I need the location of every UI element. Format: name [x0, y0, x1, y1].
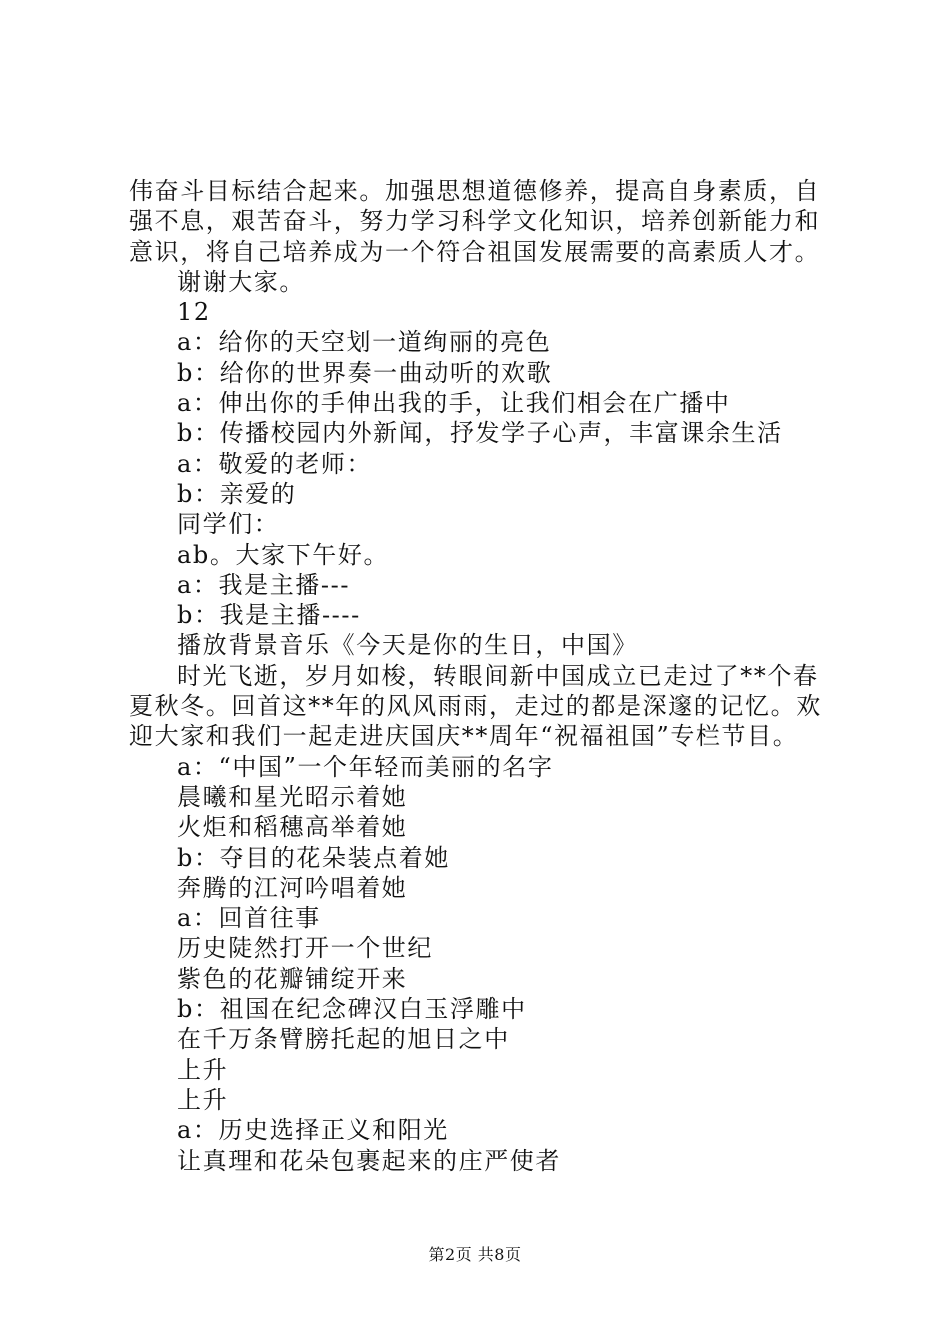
text-line: a：我是主播--- [177, 570, 351, 599]
text-line: 12 [177, 298, 211, 327]
text-line: 意识，将自己培养成为一个符合祖国发展需要的高素质人才。 [129, 237, 821, 266]
text-line: 火炬和稻穗高举着她 [177, 813, 408, 842]
text-line: a：回首往事 [177, 904, 321, 933]
text-line: a：历史选择正义和阳光 [177, 1116, 449, 1145]
text-line: 强不息，艰苦奋斗，努力学习科学文化知识，培养创新能力和 [129, 207, 821, 236]
text-line: 奔腾的江河吟唱着她 [177, 873, 408, 902]
text-line: a：“中国”一个年轻而美丽的名字 [177, 752, 554, 781]
text-line: b：祖国在纪念碑汉白玉浮雕中 [177, 995, 527, 1024]
text-line: 晨曦和星光昭示着她 [177, 782, 408, 811]
text-line: 播放背景音乐《今天是你的生日，中国》 [177, 631, 638, 660]
text-line: 上升 [177, 1055, 229, 1084]
body-text [129, 176, 834, 1176]
text-line: 谢谢大家。 [177, 267, 305, 296]
text-line: 让真理和花朵包裹起来的庄严使者 [177, 1146, 561, 1175]
text-line: 历史陡然打开一个世纪 [177, 934, 433, 963]
text-line: ab。大家下午好。 [177, 540, 390, 569]
text-line: 在千万条臂膀托起的旭日之中 [177, 1025, 510, 1054]
text-line: b：给你的世界奏一曲动听的欢歌 [177, 358, 553, 387]
text-line: b：亲爱的 [177, 479, 297, 508]
text-line: 伟奋斗目标结合起来。加强思想道德修养，提高自身素质，自 [129, 177, 821, 205]
page-footer: 第2页 共8页 [428, 1245, 522, 1264]
text-line: b：夺目的花朵装点着她 [177, 843, 450, 872]
text-line: 上升 [177, 1085, 229, 1114]
text-line: b：我是主播---- [177, 601, 361, 630]
text-line: 时光飞逝，岁月如梭，转眼间新中国成立已走过了**个春 [177, 661, 819, 690]
text-line: 夏秋冬。回首这**年的风风雨雨，走过的都是深邃的记忆。欢 [129, 692, 822, 721]
text-line: b：传播校园内外新闻，抒发学子心声，丰富课余生活 [177, 419, 783, 448]
text-line: 同学们： [177, 510, 280, 539]
text-line: 紫色的花瓣铺绽开来 [177, 964, 408, 993]
text-line: a：敬爱的老师： [177, 449, 373, 478]
text-line: 迎大家和我们一起走进庆国庆**周年“祝福祖国”专栏节目。 [129, 722, 799, 751]
text-line: a：给你的天空划一道绚丽的亮色 [177, 328, 552, 357]
text-line: a：伸出你的手伸出我的手，让我们相会在广播中 [177, 389, 731, 418]
